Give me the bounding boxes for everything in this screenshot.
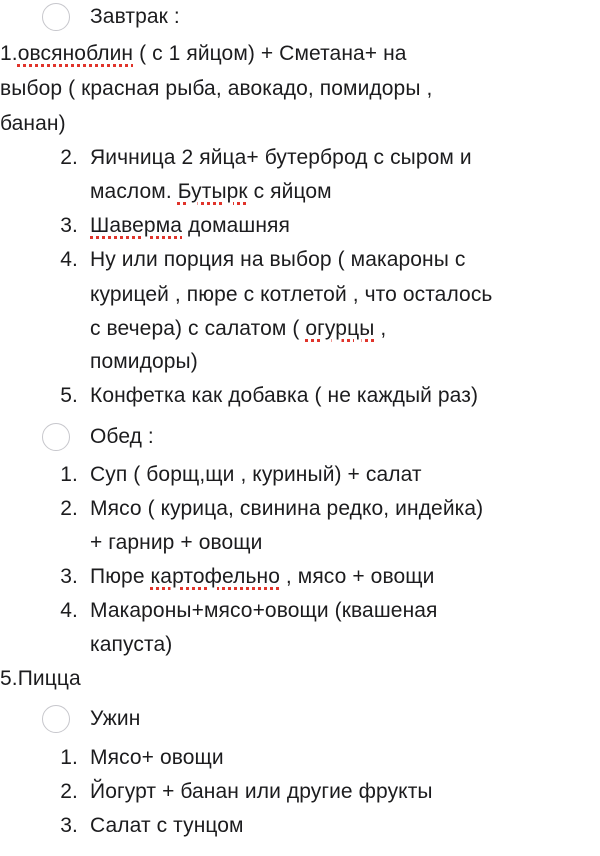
misspelled-word: картофельно	[150, 565, 280, 588]
list-number: 5.	[60, 384, 78, 407]
breakfast-item-4-line-1[interactable]: Ну или порция на выбор ( макароны с	[90, 248, 466, 271]
dinner-item-1-line-1[interactable]: Мясо+ овощи	[90, 746, 224, 769]
breakfast-item-3-line-1[interactable]: Шаверма домашняя	[90, 214, 291, 237]
lunch-heading: Обед :	[90, 425, 154, 448]
list-number: 1.	[0, 42, 18, 65]
lunch-item-4-line-2[interactable]: капуста)	[90, 633, 173, 656]
breakfast-item-4-line-3[interactable]: с вечера) с салатом ( огурцы ,	[90, 317, 387, 340]
list-number: 3.	[60, 565, 78, 588]
dinner-heading: Ужин	[90, 707, 141, 730]
lunch-checkbox[interactable]	[42, 423, 70, 451]
breakfast-item-1-line-3[interactable]: банан)	[0, 112, 66, 135]
breakfast-item-4-line-2[interactable]: курицей , пюре с котлетой , что осталось	[90, 283, 493, 306]
breakfast-item-4-line-4[interactable]: помидоры)	[90, 350, 198, 373]
lunch-item-1-line-1[interactable]: Суп ( борщ,щи , куриный) + салат	[90, 463, 422, 486]
misspelled-word: Шаверма	[90, 214, 183, 237]
dinner-item-2-line-1[interactable]: Йогурт + банан или другие фрукты	[90, 780, 433, 803]
breakfast-checkbox[interactable]	[42, 3, 70, 31]
lunch-item-2-line-1[interactable]: Мясо ( курица, свинина редко, индейка)	[90, 497, 484, 520]
breakfast-item-1-line-1[interactable]: 1.овсяноблин ( с 1 яйцом) + Сметана+ на	[0, 42, 407, 65]
lunch-extra-item[interactable]: 5.Пицца	[0, 667, 81, 690]
dinner-item-3-line-1[interactable]: Салат с тунцом	[90, 814, 244, 837]
breakfast-item-1-line-2[interactable]: выбор ( красная рыба, авокадо, помидоры ,	[0, 77, 433, 100]
dinner-checkbox[interactable]	[42, 705, 70, 733]
breakfast-item-5-line-1[interactable]: Конфетка как добавка ( не каждый раз)	[90, 384, 479, 407]
list-number: 1.	[60, 463, 78, 486]
breakfast-item-2-line-2[interactable]: маслом. Бутырк с яйцом	[90, 180, 332, 203]
misspelled-word: огурцы	[305, 317, 375, 340]
lunch-item-3-line-1[interactable]: Пюре картофельно , мясо + овощи	[90, 565, 435, 588]
misspelled-word: овсяноблин	[17, 42, 134, 65]
misspelled-word: Бутырк	[177, 180, 248, 203]
breakfast-item-2-line-1[interactable]: Яичница 2 яйца+ бутерброд с сыром и	[90, 146, 472, 169]
lunch-item-4-line-1[interactable]: Макароны+мясо+овощи (квашеная	[90, 599, 438, 622]
list-number: 2.	[60, 497, 78, 520]
list-number: 2.	[60, 146, 78, 169]
list-number: 4.	[60, 599, 78, 622]
list-number: 4.	[60, 248, 78, 271]
list-number: 3.	[60, 214, 78, 237]
lunch-item-2-line-2[interactable]: + гарнир + овощи	[90, 531, 263, 554]
list-number: 2.	[60, 780, 78, 803]
list-number: 1.	[60, 746, 78, 769]
list-number: 3.	[60, 814, 78, 837]
breakfast-heading: Завтрак :	[90, 5, 180, 28]
